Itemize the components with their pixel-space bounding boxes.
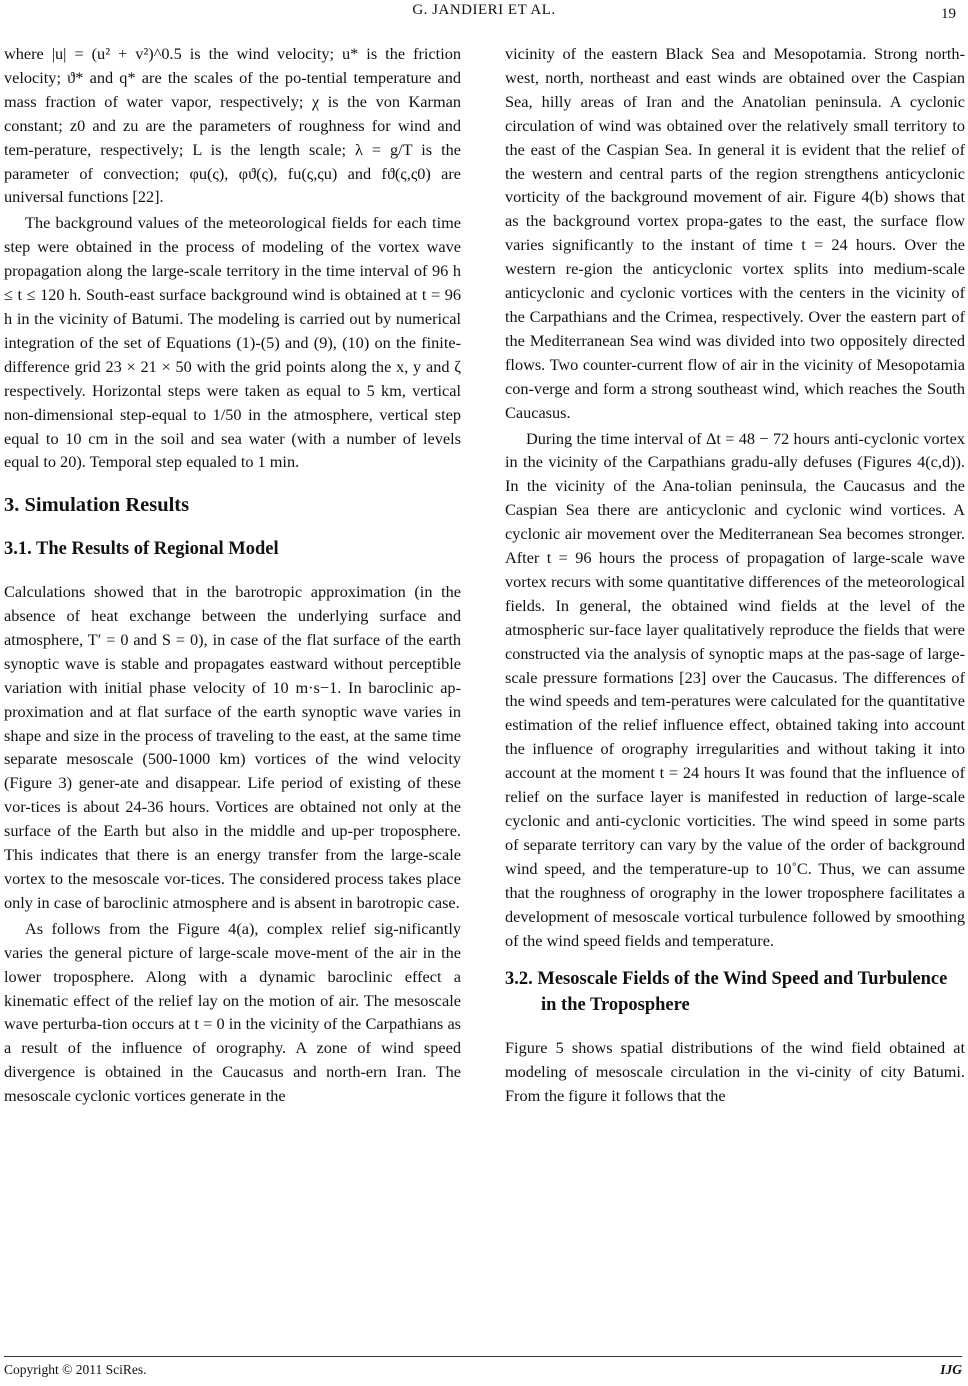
section-heading-simulation-results: 3. Simulation Results: [4, 494, 190, 517]
calculations-paragraph: Calculations showed that in the barotropic approximation (in the absence of heat exchange between the underlying surface and atmosphere, T′ = 0 and S = 0), in case of the flat surface of the earth synoptic wave is stable and propagates eastward without perceptible variation with initial phase velocity of 10 m·s−1. In baroclinic ap-proximation and at flat surface of the earth synoptic wave varies in shape and size in the process of traveling to the east, at the same time separate mesoscale (500-1000 km) vortices of the wind velocity (Figure 3) gener-ate and disappear. Life period of existing of these vor-tices is about 24-36 hours. Vortices are obtained not only at the surface of the Earth but also in the middle and up-per troposphere. This indicates that there is an energy transfer from the large-scale vortex to the mesoscale vor-tices. The considered process takes place only in case of baroclinic atmosphere and is absent in barotropic case.: [4, 582, 461, 912]
time-interval-paragraph: During the time interval of Δt = 48 − 72 hours anti-cyclonic vortex in the vicinity of the Carpathians gradu-ally defuses (Figures 4(c,d)). In the vicinity of the Ana-tolian peninsula, the Caucasus and the Caspian Sea there are anticyclonic and cyclonic wind vortices. A cyclonic air movement over the Mediterranean Sea becomes stronger. After t = 96 hours the process of propagation of large-scale wave vortex recurs with some quantitative differences of the meteorological fields. In general, the obtained wind fields at the level of the atmospheric sur-face layer qualitatively reproduce the fields that were constructed via the analysis of synoptic maps at the pas-sage of large-scale pressure formations [23] over the Caucasus. The differences of the wind speeds and tem-peratures were calculated for the quantitative estimation of the relief influence effect, obtained taking into account the influence of orography irregularities and without taking it into account at the moment t = 24 hours It was found that the influence of relief on the surface layer is manifested in reduction of large-scale cyclonic and anti-cyclonic vorticities. The wind speed in some parts of separate territory can vary by the value of the order of background wind speed, and the temperature-up to 10˚C. Thus, we can assume that the roughness of orography in the lower troposphere facilitates a development of mesoscale vortical turbulence followed by smoothing of the wind speed fields and temperature.: [505, 428, 965, 950]
background-values-paragraph: The background values of the meteorological fields for each time step were obtained in the process of modeling of the vortex wave propagation along the large-scale territory in the time interval of 96 h ≤ t ≤ 120 h. South-east surface background wind is obtained at t = 96 h in the vicinity of Batumi. The modeling is carried out by numerical integration of the set of Equations (1)-(5) and (9), (10) on the finite-difference grid 23 × 21 × 50 with the grid points along the x, y and ζ respectively. Horizontal steps were taken as equal to 5 km, vertical non-dimensional step-equal to 1/50 in the atmosphere, vertical step equal to 10 cm in the soil and sea water (with a number of levels equal to 20). Temporal step equaled to 1 min.: [4, 213, 461, 472]
running-header-title: G. JANDIERI ET AL.: [412, 2, 556, 18]
figure-4a-paragraph: As follows from the Figure 4(a), complex relief sig-nificantly varies the general picture of large-scale move-ment of the air in the lower troposphere. Along with a dynamic baroclinic effect a kinematic effect of the relief lay on the motion of air. The mesoscale wave perturba-tion occurs at t = 0 in the vicinity of the Carpathians as a result of the influence of orography. A zone of wind speed divergence is obtained in the Caucasus and north-ern Iran. The mesoscale cyclonic vortices generate in the: [4, 918, 461, 1106]
definitions-paragraph: where |u| = (u² + v²)^0.5 is the wind velocity; u* is the friction velocity; ϑ* and q* are the scales of the po-tential temperature and mass fraction of water vapor, respectively; χ is the von Karman constant; z0 and zu are the parameters of roughness for wind and tem-perature, respectively; L is the length scale; λ = g/T is the parameter of convection; φu(ς), φϑ(ς), fu(ς,ςu) and fϑ(ς,ς0) are universal functions [22].: [4, 44, 461, 207]
page-number: 19: [941, 6, 956, 22]
subsection-heading-mesoscale-fields: 3.2. Mesoscale Fields of the Wind Speed and Turbulence in the Troposphere: [505, 969, 948, 1016]
journal-abbreviation: IJG: [940, 1362, 962, 1377]
left-column: [4, 42, 461, 1108]
right-column: [505, 42, 965, 1108]
subsection-heading-regional-model: 3.1. The Results of Regional Model: [4, 539, 279, 560]
footer-rule: [4, 1356, 962, 1357]
continued-paragraph: vicinity of the eastern Black Sea and Mesopotamia. Strong north-west, north, northeast and east winds are obtained over the Caspian Sea, hilly areas of Iran and the Anatolian peninsula. A cyclonic circulation of wind was obtained over the relatively small territory to the east of the Caspian Sea. In general it is evident that the relief of the western and central parts of the region strengthens anticyclonic vorticity of the background movement of air. Figure 4(b) shows that as the background vortex propa-gates to the east, the surface flow varies significantly to the instant of time t = 24 hours. Over the western re-gion the anticyclonic vortex splits into medium-scale anticyclonic and cyclonic vortices with the centers in the vicinity of the Carpathians and the Crimea, respectively. Over the eastern part of the Mediterranean Sea wind was divided into two oppositely directed flows. Two counter-current flow of air in the vicinity of Mesopotamia con-verge and form a strong southeast wind, which reaches the South Caucasus.: [505, 44, 965, 422]
copyright-notice: Copyright © 2011 SciRes.: [4, 1362, 147, 1377]
figure-5-paragraph: Figure 5 shows spatial distributions of the wind field obtained at modeling of mesoscale circulation in the vi-cinity of city Batumi. From the figure it follows that the: [505, 1038, 965, 1106]
running-header: [0, 2, 968, 24]
page-footer: [4, 1362, 962, 1382]
